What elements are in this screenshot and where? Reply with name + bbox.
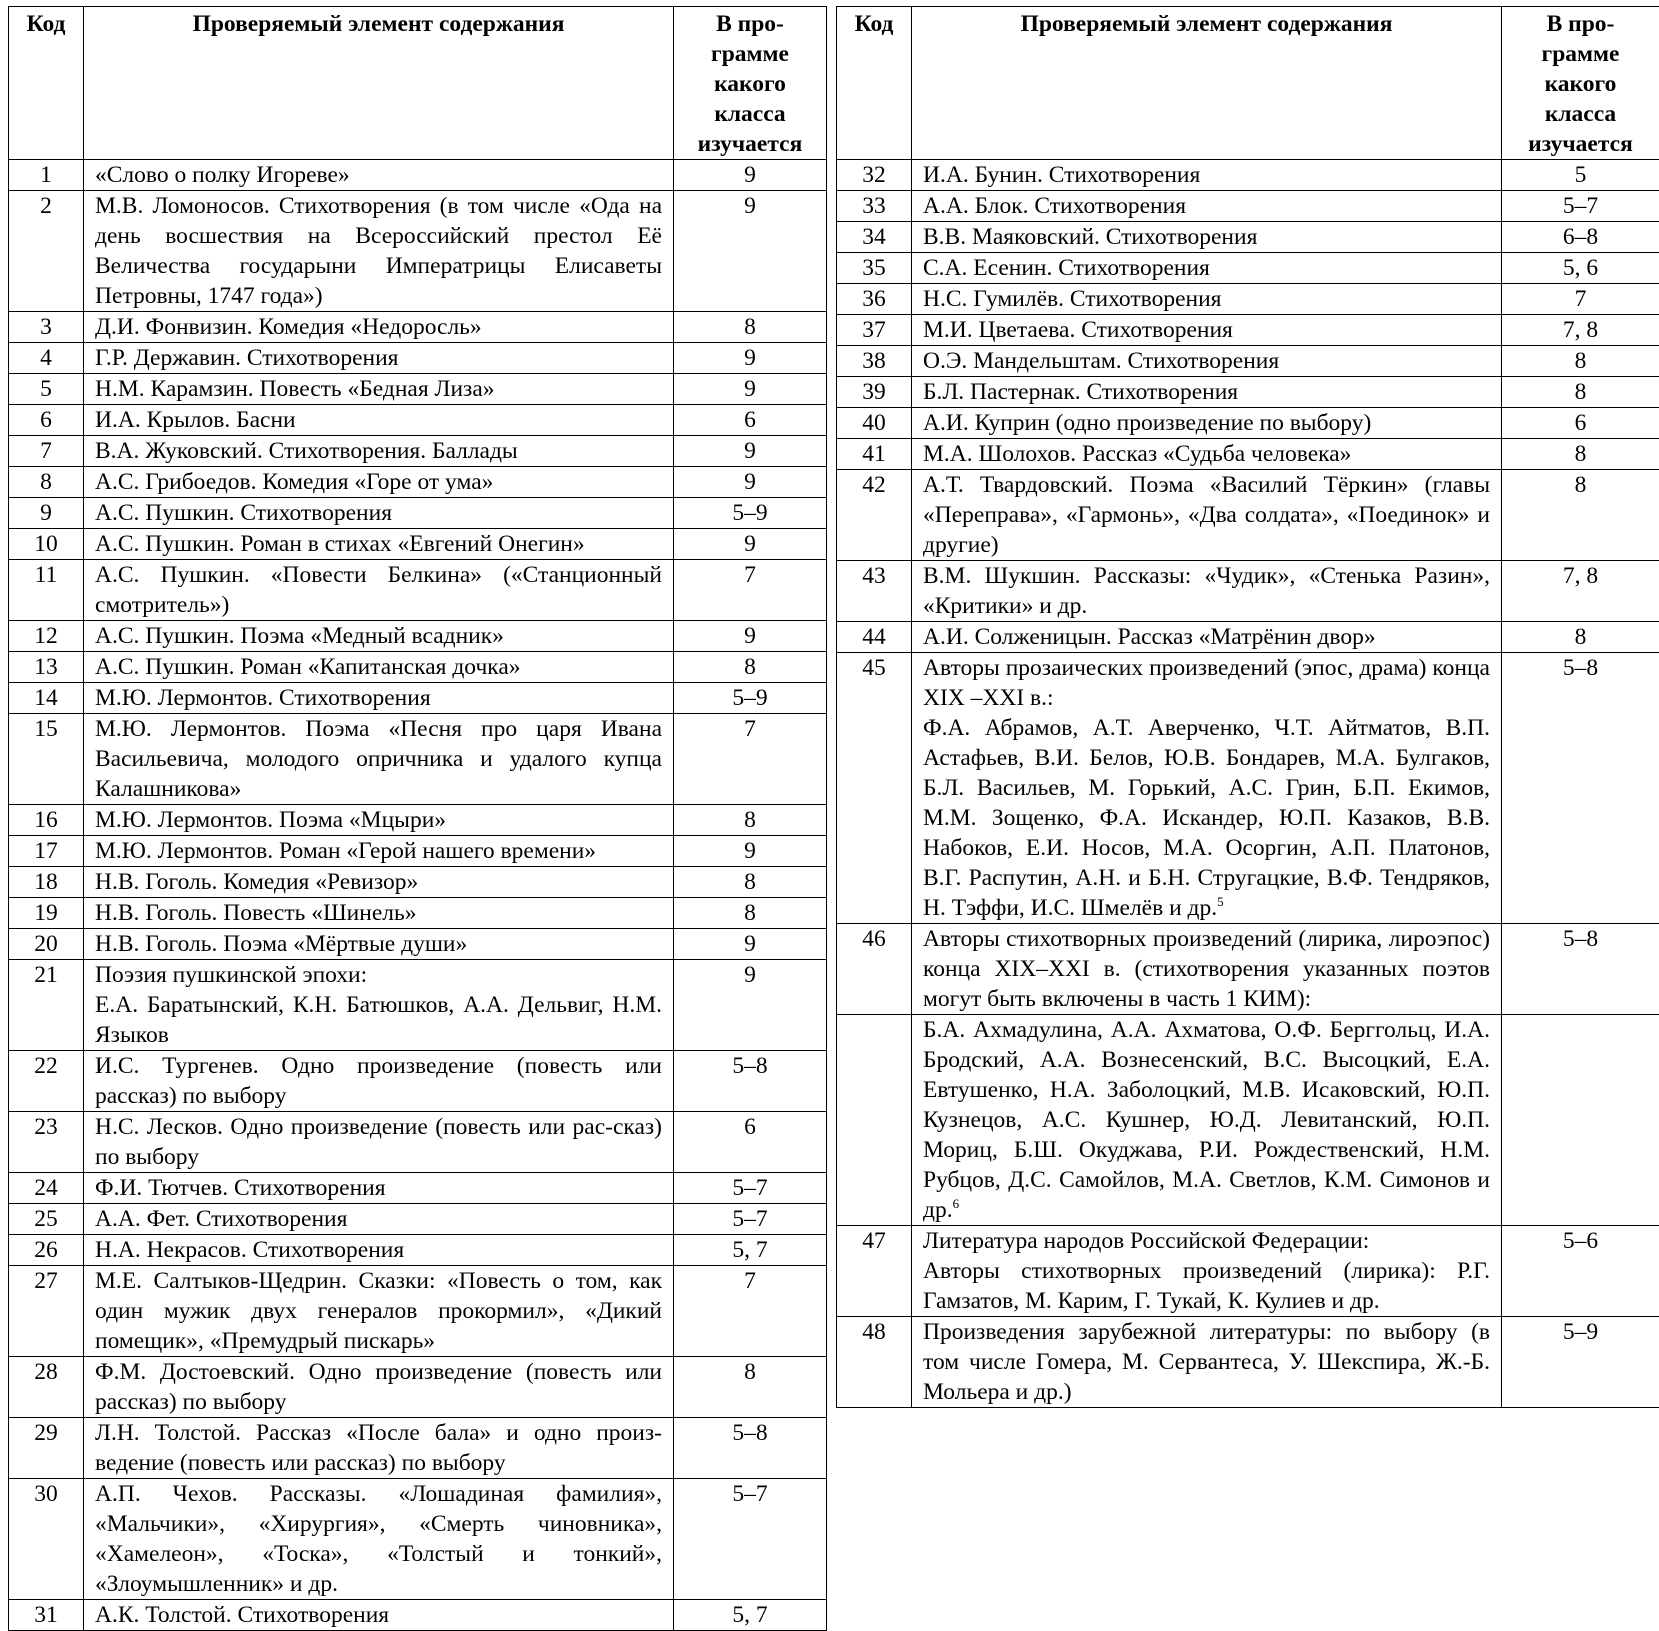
row-grade: 8	[1502, 622, 1659, 653]
row-element-text: А.А. Фет. Стихотворения	[95, 1206, 347, 1232]
row-grade: 8	[674, 867, 827, 898]
row-code: 33	[837, 191, 912, 222]
row-element-text: С.А. Есенин. Стихотворения	[923, 255, 1210, 281]
row-grade: 5	[1502, 160, 1659, 191]
row-grade: 9	[674, 343, 827, 374]
row-element	[912, 160, 1502, 191]
row-code: 3	[9, 312, 84, 343]
row-element	[84, 1266, 674, 1357]
row-element	[912, 1226, 1502, 1317]
row-element	[84, 498, 674, 529]
table-row	[837, 160, 1659, 191]
table-row	[837, 439, 1659, 470]
row-grade: 5–7	[674, 1173, 827, 1204]
row-element	[84, 836, 674, 867]
table-row	[9, 529, 827, 560]
row-element	[912, 315, 1502, 346]
row-element	[84, 1235, 674, 1266]
row-element-line: Авторы стихотворных произведений (лирика): Р.Г. Гамзатов, М. Карим, Г. Тукай, К. Кулиев и др.	[923, 1256, 1490, 1316]
row-code: 29	[9, 1418, 84, 1479]
row-element-line: Поэзия пушкинской эпохи:	[95, 960, 662, 990]
table-row	[837, 622, 1659, 653]
row-element	[84, 191, 674, 312]
table-row	[9, 652, 827, 683]
row-element-text: Н.В. Гоголь. Комедия «Ревизор»	[95, 869, 418, 895]
row-grade: 8	[674, 805, 827, 836]
row-element	[84, 960, 674, 1051]
row-element	[912, 408, 1502, 439]
row-element	[912, 622, 1502, 653]
row-grade: 8	[674, 898, 827, 929]
row-grade: 5–7	[674, 1204, 827, 1235]
row-grade: 5–8	[674, 1418, 827, 1479]
row-code: 35	[837, 253, 912, 284]
row-code: 8	[9, 467, 84, 498]
row-element	[84, 867, 674, 898]
row-element	[84, 929, 674, 960]
row-element	[912, 191, 1502, 222]
row-element-text: М.И. Цветаева. Стихотворения	[923, 317, 1233, 343]
row-element-text: Н.В. Гоголь. Повесть «Шинель»	[95, 900, 416, 926]
row-grade: 5–9	[674, 498, 827, 529]
row-grade: 9	[674, 621, 827, 652]
row-code: 39	[837, 377, 912, 408]
row-element	[84, 1173, 674, 1204]
table-row	[9, 191, 827, 312]
table-row	[9, 1418, 827, 1479]
table-row	[9, 1112, 827, 1173]
row-element-text: Авторы стихотворных произведений (лирика, лироэпос) конца XIX–XXI в. (стихотворения указанных поэтов могут быть включены в часть 1 КИМ):	[923, 926, 1490, 1012]
row-element-text: Произведения зарубежной литературы: по выбору (в том числе Гомера, М. Сервантеса, У. Шекспира, Ж.-Б. Мольера и др.)	[923, 1319, 1490, 1405]
row-grade: 5, 6	[1502, 253, 1659, 284]
row-code: 18	[9, 867, 84, 898]
row-element-text: Ф.М. Достоевский. Одно произведение (повесть или рассказ) по выбору	[95, 1359, 662, 1415]
row-element-text: А.К. Толстой. Стихотворения	[95, 1602, 389, 1628]
row-code: 13	[9, 652, 84, 683]
row-grade: 9	[674, 436, 827, 467]
table-row	[837, 253, 1659, 284]
row-grade: 5–7	[1502, 191, 1659, 222]
row-code: 46	[837, 924, 912, 1015]
row-element-text: О.Э. Мандельштам. Стихотворения	[923, 348, 1279, 374]
row-code: 47	[837, 1226, 912, 1317]
row-grade: 9	[674, 160, 827, 191]
table-row	[9, 683, 827, 714]
row-element	[912, 439, 1502, 470]
header-element: Проверяемый элемент содержания	[912, 7, 1502, 160]
row-code: 9	[9, 498, 84, 529]
row-code: 4	[9, 343, 84, 374]
row-element	[84, 529, 674, 560]
row-element-text: В.А. Жуковский. Стихотворения. Баллады	[95, 438, 518, 464]
row-code: 43	[837, 561, 912, 622]
row-code: 21	[9, 960, 84, 1051]
row-code: 45	[837, 653, 912, 924]
row-grade: 9	[674, 929, 827, 960]
row-grade: 8	[674, 312, 827, 343]
row-code: 31	[9, 1600, 84, 1631]
row-element-text: М.Е. Салтыков-Щедрин. Сказки: «Повесть о том, как один мужик двух генералов прокормил», «Дикий помещик», «Премудрый пискарь»	[95, 1268, 662, 1354]
header-grade: В про- грамме какого класса изучается	[1502, 7, 1659, 160]
table-row	[837, 470, 1659, 561]
row-element-text: И.С. Тургенев. Одно произведение (повесть или рассказ) по выбору	[95, 1053, 662, 1109]
row-grade: 8	[674, 652, 827, 683]
row-code: 1	[9, 160, 84, 191]
content-table-left	[8, 6, 827, 1631]
row-element-text: М.Ю. Лермонтов. Поэма «Мцыри»	[95, 807, 446, 833]
row-grade: 9	[674, 529, 827, 560]
table-row	[837, 222, 1659, 253]
row-grade: 5–6	[1502, 1226, 1659, 1317]
row-element-text: А.С. Пушкин. «Повести Белкина» («Станционный смотритель»)	[95, 562, 662, 618]
row-grade: 9	[674, 191, 827, 312]
row-code: 32	[837, 160, 912, 191]
row-code: 17	[9, 836, 84, 867]
row-element-text: «Слово о полку Игореве»	[95, 162, 350, 188]
row-code: 23	[9, 1112, 84, 1173]
table-row	[837, 284, 1659, 315]
row-grade: 5–9	[674, 683, 827, 714]
row-grade: 5–8	[1502, 653, 1659, 924]
table-row	[9, 374, 827, 405]
row-element-text: А.П. Чехов. Рассказы. «Лошадиная фамилия», «Мальчики», «Хирургия», «Смерть чиновника», «Хамелеон», «Тоска», «Толстый и тонкий», «Злоумышленник» и др.	[95, 1481, 662, 1597]
row-code: 22	[9, 1051, 84, 1112]
row-element	[84, 1204, 674, 1235]
row-element	[84, 683, 674, 714]
table-row	[9, 714, 827, 805]
row-code: 15	[9, 714, 84, 805]
row-code: 7	[9, 436, 84, 467]
table-row	[9, 898, 827, 929]
row-element	[912, 1317, 1502, 1408]
table-row	[9, 805, 827, 836]
row-grade: 9	[674, 960, 827, 1051]
row-code	[837, 1015, 912, 1226]
row-element	[84, 1112, 674, 1173]
row-code: 42	[837, 470, 912, 561]
table-row	[837, 1015, 1659, 1226]
row-element-text: Н.С. Лесков. Одно произведение (повесть или рас-сказ) по выбору	[95, 1114, 662, 1170]
row-code: 28	[9, 1357, 84, 1418]
row-grade: 8	[1502, 377, 1659, 408]
row-element-text: М.Ю. Лермонтов. Стихотворения	[95, 685, 431, 711]
table-row	[9, 498, 827, 529]
row-element-text: М.В. Ломоносов. Стихотворения (в том числе «Ода на день восшествия на Всероссийский престол Её Величества государыни Императрицы Елисаветы Петровны, 1747 года»)	[95, 193, 662, 309]
row-grade: 9	[674, 374, 827, 405]
table-row	[9, 1479, 827, 1600]
table-row	[9, 1173, 827, 1204]
row-element	[912, 653, 1502, 924]
row-element	[84, 714, 674, 805]
header-element: Проверяемый элемент содержания	[84, 7, 674, 160]
header-grade: В про- грамме какого класса изучается	[674, 7, 827, 160]
row-grade: 9	[674, 836, 827, 867]
row-element	[84, 560, 674, 621]
row-element-text: А.И. Солженицын. Рассказ «Матрёнин двор»	[923, 624, 1376, 650]
row-code: 27	[9, 1266, 84, 1357]
row-grade: 5–8	[674, 1051, 827, 1112]
table-row	[9, 405, 827, 436]
row-element-text: А.Т. Твардовский. Поэма «Василий Тёркин» (главы «Переправа», «Гармонь», «Два солдата», «Поединок» и другие)	[923, 472, 1490, 558]
row-code: 11	[9, 560, 84, 621]
table-row	[9, 560, 827, 621]
row-element-text: А.С. Грибоедов. Комедия «Горе от ума»	[95, 469, 493, 495]
table-row	[837, 1317, 1659, 1408]
row-grade: 9	[674, 467, 827, 498]
row-code: 25	[9, 1204, 84, 1235]
table-row	[9, 867, 827, 898]
row-element-text: Ф.И. Тютчев. Стихотворения	[95, 1175, 386, 1201]
row-element	[84, 652, 674, 683]
table-row	[9, 1204, 827, 1235]
row-code: 16	[9, 805, 84, 836]
table-row	[9, 1235, 827, 1266]
row-element	[912, 924, 1502, 1015]
row-element-line: Е.А. Баратынский, К.Н. Батюшков, А.А. Дельвиг, Н.М. Языков	[95, 990, 662, 1050]
row-grade: 5–7	[674, 1479, 827, 1600]
row-grade: 7, 8	[1502, 315, 1659, 346]
row-element-text: Н.М. Карамзин. Повесть «Бедная Лиза»	[95, 376, 495, 402]
row-element-text: И.А. Крылов. Басни	[95, 407, 296, 433]
row-grade: 8	[1502, 470, 1659, 561]
header-code: Код	[837, 7, 912, 160]
row-element	[912, 377, 1502, 408]
row-element	[84, 436, 674, 467]
row-element	[912, 470, 1502, 561]
row-element-text: А.С. Пушкин. Поэма «Медный всадник»	[95, 623, 504, 649]
row-element-text: Л.Н. Толстой. Рассказ «После бала» и одно произ-ведение (повесть или рассказ) по выбору	[95, 1420, 662, 1476]
row-grade: 5–8	[1502, 924, 1659, 1015]
row-element-text: Н.А. Некрасов. Стихотворения	[95, 1237, 404, 1263]
table-row	[9, 621, 827, 652]
row-element-text: А.А. Блок. Стихотворения	[923, 193, 1186, 219]
table-row	[837, 315, 1659, 346]
row-code: 2	[9, 191, 84, 312]
row-grade: 7	[1502, 284, 1659, 315]
row-code: 44	[837, 622, 912, 653]
row-element-text: А.С. Пушкин. Роман в стихах «Евгений Онегин»	[95, 531, 585, 557]
table-row	[9, 836, 827, 867]
row-code: 37	[837, 315, 912, 346]
row-grade: 8	[1502, 439, 1659, 470]
row-grade: 6	[674, 405, 827, 436]
row-element	[84, 621, 674, 652]
row-element	[912, 253, 1502, 284]
row-grade: 5–9	[1502, 1317, 1659, 1408]
row-code: 14	[9, 683, 84, 714]
table-row	[9, 1051, 827, 1112]
table-row	[9, 960, 827, 1051]
row-element-text: А.С. Пушкин. Роман «Капитанская дочка»	[95, 654, 521, 680]
table-row	[837, 653, 1659, 924]
row-code: 19	[9, 898, 84, 929]
row-grade: 6	[1502, 408, 1659, 439]
row-element	[84, 312, 674, 343]
table-row	[9, 1266, 827, 1357]
row-element-text: М.Ю. Лермонтов. Роман «Герой нашего времени»	[95, 838, 596, 864]
row-element	[84, 898, 674, 929]
row-element-text: Н.В. Гоголь. Поэма «Мёртвые души»	[95, 931, 467, 957]
row-element-text: И.А. Бунин. Стихотворения	[923, 162, 1200, 188]
row-element-text: Н.С. Гумилёв. Стихотворения	[923, 286, 1221, 312]
row-grade: 6	[674, 1112, 827, 1173]
row-grade: 7	[674, 560, 827, 621]
row-element-text: М.А. Шолохов. Рассказ «Судьба человека»	[923, 441, 1351, 467]
row-code: 24	[9, 1173, 84, 1204]
row-grade: 7	[674, 714, 827, 805]
row-code: 26	[9, 1235, 84, 1266]
row-code: 6	[9, 405, 84, 436]
row-element	[84, 160, 674, 191]
row-element	[84, 1418, 674, 1479]
row-element	[912, 222, 1502, 253]
row-element-line: Ф.А. Абрамов, А.Т. Аверченко, Ч.Т. Айтматов, В.П. Астафьев, В.И. Белов, Ю.В. Бондарев, М.А. Булгаков, Б.Л. Васильев, М. Горький, А.С. Грин, Б.П. Екимов, М.М. Зощенко, Ф.А. Искандер, Ю.П. Казаков, В.В. Набоков, Е.И. Носов, М.А. Осоргин, А.П. Платонов, В.Г. Распутин, А.Н. и Б.Н. Стругацкие, В.Ф. Тендряков, Н. Тэффи, И.С. Шмелёв и др.	[923, 715, 1490, 921]
row-element	[912, 561, 1502, 622]
row-code: 36	[837, 284, 912, 315]
row-code: 40	[837, 408, 912, 439]
row-element	[84, 467, 674, 498]
row-element-text: Г.Р. Державин. Стихотворения	[95, 345, 398, 371]
table-row	[837, 561, 1659, 622]
table-row	[9, 929, 827, 960]
table-row	[9, 160, 827, 191]
row-code: 41	[837, 439, 912, 470]
table-row	[837, 191, 1659, 222]
content-table-right	[836, 6, 1659, 1408]
row-grade	[1502, 1015, 1659, 1226]
row-element	[84, 805, 674, 836]
row-grade: 8	[674, 1357, 827, 1418]
header-code: Код	[9, 7, 84, 160]
row-element	[912, 346, 1502, 377]
row-element	[912, 1015, 1502, 1226]
row-grade: 6–8	[1502, 222, 1659, 253]
table-row	[9, 1357, 827, 1418]
table-row	[9, 343, 827, 374]
row-element-text: А.С. Пушкин. Стихотворения	[95, 500, 392, 526]
footnote-mark: 5	[1217, 894, 1224, 909]
table-row	[9, 312, 827, 343]
table-row	[837, 924, 1659, 1015]
row-element-text: М.Ю. Лермонтов. Поэма «Песня про царя Ивана Васильевича, молодого опричника и удалого купца Калашникова»	[95, 716, 662, 802]
row-code: 38	[837, 346, 912, 377]
row-element-text: В.М. Шукшин. Рассказы: «Чудик», «Стенька Разин», «Критики» и др.	[923, 563, 1490, 619]
row-code: 30	[9, 1479, 84, 1600]
table-row	[837, 346, 1659, 377]
row-grade: 7	[674, 1266, 827, 1357]
table-row	[837, 377, 1659, 408]
row-element-text: А.И. Куприн (одно произведение по выбору)	[923, 410, 1371, 436]
row-element	[84, 1357, 674, 1418]
row-element-line: Авторы прозаических произведений (эпос, драма) конца XIX –XXI в.:	[923, 653, 1490, 713]
table-row	[837, 408, 1659, 439]
row-element-text: Б.А. Ахмадулина, А.А. Ахматова, О.Ф. Берггольц, И.А. Бродский, А.А. Вознесенский, В.С. Высоцкий, Е.А. Евтушенко, Н.А. Заболоцкий, М.В. Исаковский, Ю.П. Кузнецов, А.С. Кушнер, Ю.Д. Левитанский, Ю.П. Мориц, Б.Ш. Окуджава, Р.И. Рождественский, Н.М. Рубцов, Д.С. Самойлов, М.А. Светлов, К.М. Симонов и др.	[923, 1017, 1490, 1223]
row-element-text: Д.И. Фонвизин. Комедия «Недоросль»	[95, 314, 482, 340]
row-element	[84, 343, 674, 374]
row-element	[84, 405, 674, 436]
table-row	[9, 436, 827, 467]
row-element	[84, 1051, 674, 1112]
row-code: 10	[9, 529, 84, 560]
row-code: 20	[9, 929, 84, 960]
row-grade: 5, 7	[674, 1235, 827, 1266]
row-code: 48	[837, 1317, 912, 1408]
row-element-text: Б.Л. Пастернак. Стихотворения	[923, 379, 1238, 405]
footnote-mark: 6	[953, 1196, 960, 1211]
table-row	[9, 467, 827, 498]
row-element	[84, 374, 674, 405]
row-code: 12	[9, 621, 84, 652]
row-element	[84, 1479, 674, 1600]
row-element-line: Литература народов Российской Федерации:	[923, 1226, 1490, 1256]
row-grade: 8	[1502, 346, 1659, 377]
row-element-text: В.В. Маяковский. Стихотворения	[923, 224, 1257, 250]
row-code: 34	[837, 222, 912, 253]
row-code: 5	[9, 374, 84, 405]
row-grade: 5, 7	[674, 1600, 827, 1631]
table-row	[837, 1226, 1659, 1317]
row-element	[912, 284, 1502, 315]
row-grade: 7, 8	[1502, 561, 1659, 622]
